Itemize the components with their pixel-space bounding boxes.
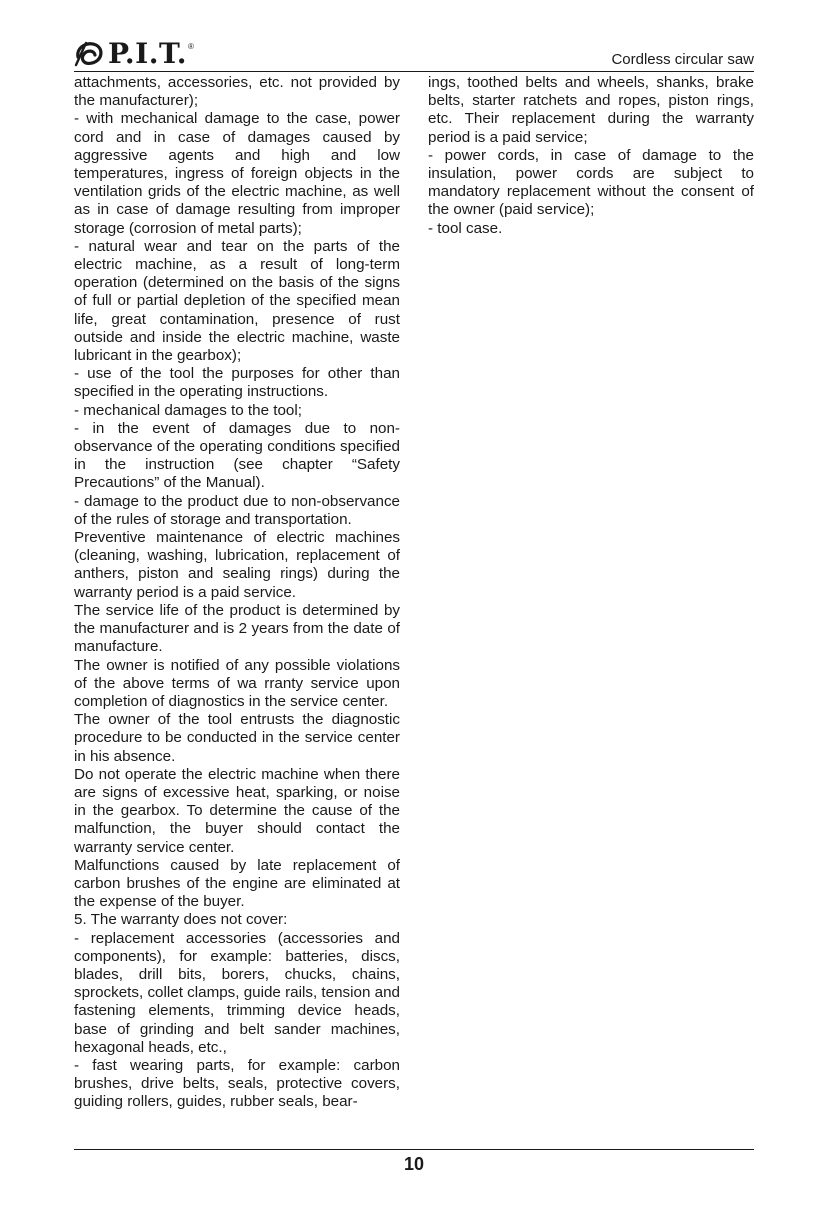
paragraph: attachments, accessories, etc. not provided by the manufacturer); (74, 74, 400, 110)
paragraph: The owner is notified of any possible violations of the above terms of wa rranty service upon completion of diagnostics in the service center. (74, 656, 400, 710)
left-column (74, 74, 400, 1112)
paragraph: The owner of the tool entrusts the diagnostic procedure to be conducted in the service center in his absence. (74, 711, 400, 765)
page-number: 10 (403, 1154, 425, 1174)
paragraph: - use of the tool the purposes for other than specified in the operating instructions. (74, 365, 400, 401)
paragraph: - replacement accessories (accessories and components), for example: batteries, discs, blades, drill bits, borers, chucks, chains, sprockets, collet clamps, guide rails, tension and fastening elements, trimming device heads, base of grinding and belt sander machines, hexagonal heads, etc., (74, 929, 400, 1056)
header-divider (74, 71, 754, 72)
brand-logo (74, 36, 194, 72)
paragraph: ings, toothed belts and wheels, shanks, brake belts, starter ratchets and ropes, piston rings, etc. Their replacement during the warranty period is a paid service; (428, 74, 754, 146)
brand-name: P.I.T. (108, 37, 187, 70)
paragraph: - damage to the product due to non-observance of the rules of storage and transportation. (74, 492, 400, 528)
paragraph: Malfunctions caused by late replacement of carbon brushes of the engine are eliminated at the expense of the buyer. (74, 856, 400, 911)
paragraph: - mechanical damages to the tool; (74, 401, 302, 419)
paragraph: The service life of the product is determined by the manufacturer and is 2 years from the date of manufacture. (74, 601, 400, 656)
paragraph: - in the event of damages due to non-observance of the operating conditions specified in the instruction (see chapter “Safety Precautions” of the Manual). (74, 419, 400, 492)
paragraph: - power cords, in case of damage to the insulation, power cords are subject to mandatory replacement without the consent of the owner (paid service); (428, 146, 754, 219)
brand-swirl-icon (74, 39, 106, 69)
document-title: Cordless circular saw (611, 51, 754, 68)
paragraph: - fast wearing parts, for example: carbon brushes, drive belts, seals, protective covers, guiding rollers, guides, rubber seals, bear- (74, 1056, 400, 1111)
paragraph: - with mechanical damage to the case, power cord and in case of damages caused by aggressive agents and high and low temperatures, ingress of foreign objects in the ventilation grids of the electric machine, as well as in case of damage resulting from improper storage (corrosion of metal parts); (74, 110, 400, 237)
footer-divider (74, 1149, 754, 1150)
paragraph: Preventive maintenance of electric machines (cleaning, washing, lubrication, replacement of anthers, piston and sealing rings) during the warranty period is a paid service. (74, 529, 400, 601)
page-header (74, 36, 754, 76)
paragraph: - tool case. (428, 219, 503, 237)
paragraph: Do not operate the electric machine when there are signs of excessive heat, sparking, or noise in the gearbox. To determine the cause of the malfunction, the buyer should contact the warranty service center. (74, 765, 400, 856)
paragraph: - natural wear and tear on the parts of the electric machine, as a result of long-term operation (determined on the basis of the signs of full or partial depletion of the specified mean life, great contamination, presence of rust outside and inside the electric machine, waste lubricant in the gearbox); (74, 237, 400, 365)
registered-mark: ® (188, 41, 194, 51)
right-column (428, 74, 754, 238)
section-heading: 5. The warranty does not cover: (74, 911, 288, 929)
